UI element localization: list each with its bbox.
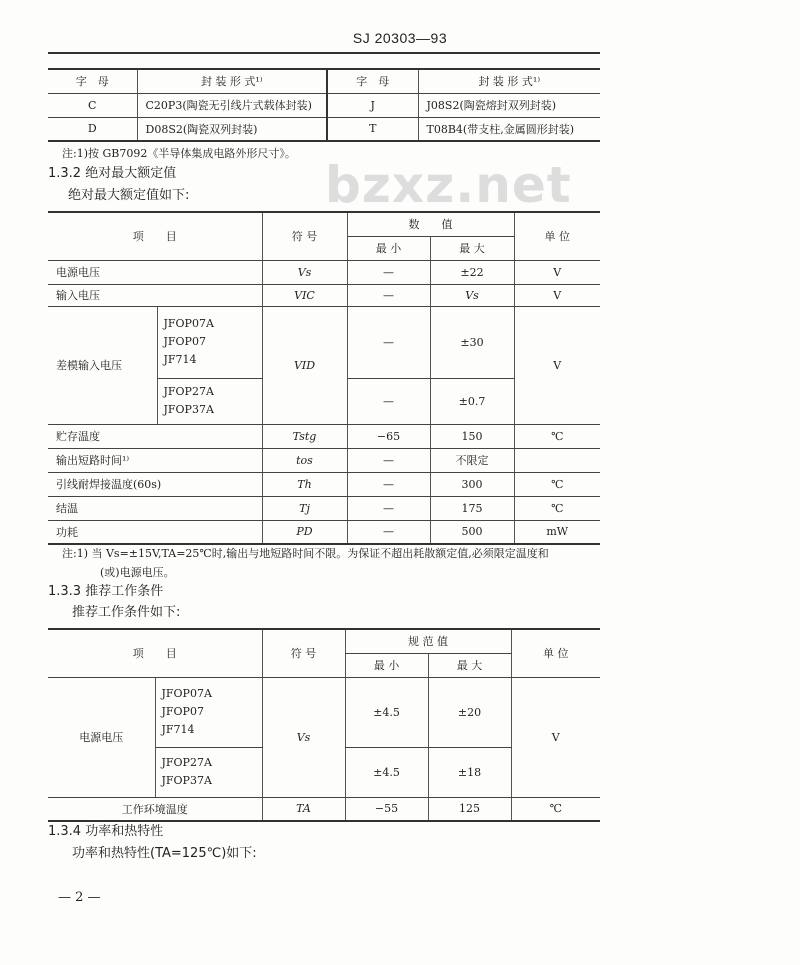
model: JFOP27A xyxy=(161,756,212,769)
cell: 175 xyxy=(461,501,483,515)
cell: −55 xyxy=(345,797,428,821)
model: JFOP37A xyxy=(163,403,214,416)
cell: ±0.7 xyxy=(430,378,514,424)
cell: −65 xyxy=(376,429,401,443)
cell: ℃ xyxy=(511,797,600,821)
cell: J xyxy=(327,93,418,117)
cell: ±4.5 xyxy=(345,747,428,797)
note: 注:1) 当 Vs=±15V,TA=25℃时,输出与地短路时间不限。为保证不超出耗散额定值,必须限定温度和 xyxy=(62,547,549,560)
header-rule xyxy=(48,52,600,54)
cell: — xyxy=(347,306,430,378)
col-header: 字 母 xyxy=(48,69,137,93)
col-header: 单 位 xyxy=(511,629,600,677)
model: JFOP07 xyxy=(163,335,206,348)
cell: Vs xyxy=(465,288,479,302)
cell: V xyxy=(511,677,600,797)
cell: VIC xyxy=(294,288,315,302)
col-header: 项 目 xyxy=(48,212,262,260)
cell: 电源电压 xyxy=(48,260,262,284)
col-header: 符 号 xyxy=(262,212,347,260)
cell: mW xyxy=(546,525,569,539)
cell: ℃ xyxy=(551,477,564,491)
cell: — xyxy=(383,525,394,539)
cell: C xyxy=(48,93,137,117)
cell: V xyxy=(514,306,600,424)
cell: 不限定 xyxy=(455,454,489,467)
model: JF714 xyxy=(163,353,197,366)
table-row xyxy=(48,93,600,117)
cell: ℃ xyxy=(551,501,564,515)
col-header: 项 目 xyxy=(48,629,262,677)
cell: T xyxy=(327,117,418,141)
cell: Tstg xyxy=(292,429,317,443)
cell: 引线耐焊接温度(60s) xyxy=(56,478,162,491)
cell: 贮存温度 xyxy=(56,430,100,443)
table-header-row xyxy=(48,69,600,93)
model: JFOP37A xyxy=(161,774,212,787)
section-intro: 绝对最大额定值如下: xyxy=(68,188,190,203)
section-intro: 功率和热特性(TA=125℃)如下: xyxy=(72,846,257,861)
watermark: bzxz.net xyxy=(325,156,572,214)
cell: 150 xyxy=(461,429,483,443)
page-number: — 2 — xyxy=(58,890,101,905)
cell: Th xyxy=(297,477,312,491)
cell: tos xyxy=(296,453,313,467)
section-heading: 1.3.2 绝对最大额定值 xyxy=(48,166,177,181)
cell: — xyxy=(383,477,394,491)
cell: 500 xyxy=(461,525,483,539)
model: JF714 xyxy=(161,723,195,736)
col-header: 单 位 xyxy=(514,212,600,260)
section-intro: 推荐工作条件如下: xyxy=(72,605,181,620)
col-header: 符 号 xyxy=(262,629,345,677)
cell: V xyxy=(514,284,600,306)
col-header: 封 装 形 式¹⁾ xyxy=(418,69,600,93)
cell: — xyxy=(383,453,394,467)
cell: ±22 xyxy=(430,260,514,284)
col-header: 数 值 xyxy=(347,212,514,236)
cell: — xyxy=(347,378,430,424)
cell: 工作环境温度 xyxy=(48,797,262,821)
cell: 输出短路时间¹⁾ xyxy=(56,454,130,467)
cell: T08B4(带支柱,金属圆形封装) xyxy=(418,117,600,141)
table-row xyxy=(48,677,600,747)
col-header: 最 大 xyxy=(428,653,511,677)
model: JFOP27A xyxy=(163,385,214,398)
table-row xyxy=(48,117,600,141)
cell: ±4.5 xyxy=(345,677,428,747)
col-header: 最 小 xyxy=(345,653,428,677)
cell: 差模输入电压 xyxy=(48,306,157,424)
cell: J08S2(陶瓷熔封双列封装) xyxy=(418,93,600,117)
model: JFOP07A xyxy=(163,317,214,330)
cell: — xyxy=(347,260,430,284)
cell: D xyxy=(48,117,137,141)
table-row xyxy=(48,448,600,472)
col-header: 最 小 xyxy=(347,236,430,260)
cell: — xyxy=(383,501,394,515)
col-header: 字 母 xyxy=(327,69,418,93)
package-table xyxy=(48,68,600,142)
page-header: SJ 20303—93 xyxy=(352,30,448,46)
cell: Vs xyxy=(297,265,312,279)
table-row xyxy=(48,306,600,378)
cell: ±20 xyxy=(428,677,511,747)
section-heading: 1.3.4 功率和热特性 xyxy=(48,824,164,839)
table-row xyxy=(48,284,600,306)
cell: 125 xyxy=(428,797,511,821)
col-header: 封 装 形 式¹⁾ xyxy=(137,69,327,93)
cell: 结温 xyxy=(56,502,78,515)
table-row xyxy=(48,424,600,448)
cell: ℃ xyxy=(551,429,564,443)
cell: Tj xyxy=(299,501,310,515)
cell: D08S2(陶瓷双列封装) xyxy=(137,117,327,141)
table-row xyxy=(48,797,600,821)
cell: PD xyxy=(296,525,313,539)
cell: 电源电压 xyxy=(48,677,155,797)
cell: VID xyxy=(293,358,316,372)
absolute-max-table xyxy=(48,211,600,545)
recommended-conditions-table xyxy=(48,628,600,822)
section-heading: 1.3.3 推荐工作条件 xyxy=(48,584,164,599)
model: JFOP07A xyxy=(161,687,212,700)
model: JFOP07 xyxy=(161,705,204,718)
cell: 输入电压 xyxy=(48,284,262,306)
cell: — xyxy=(347,284,430,306)
table-row xyxy=(48,472,600,496)
cell: ±18 xyxy=(428,747,511,797)
col-header: 规 范 值 xyxy=(345,629,511,653)
note: (或)电源电压。 xyxy=(100,566,175,579)
table-row xyxy=(48,496,600,520)
note: 注:1)按 GB7092《半导体集成电路外形尺寸》。 xyxy=(62,147,296,160)
cell: Vs xyxy=(296,730,311,744)
cell: ±30 xyxy=(430,306,514,378)
cell: C20P3(陶瓷无引线片式载体封装) xyxy=(137,93,327,117)
cell: V xyxy=(514,260,600,284)
cell: 功耗 xyxy=(56,525,78,539)
col-header: 最 大 xyxy=(430,236,514,260)
cell: TA xyxy=(296,802,311,816)
table-row xyxy=(48,520,600,544)
cell: 300 xyxy=(461,477,483,491)
table-row xyxy=(48,260,600,284)
